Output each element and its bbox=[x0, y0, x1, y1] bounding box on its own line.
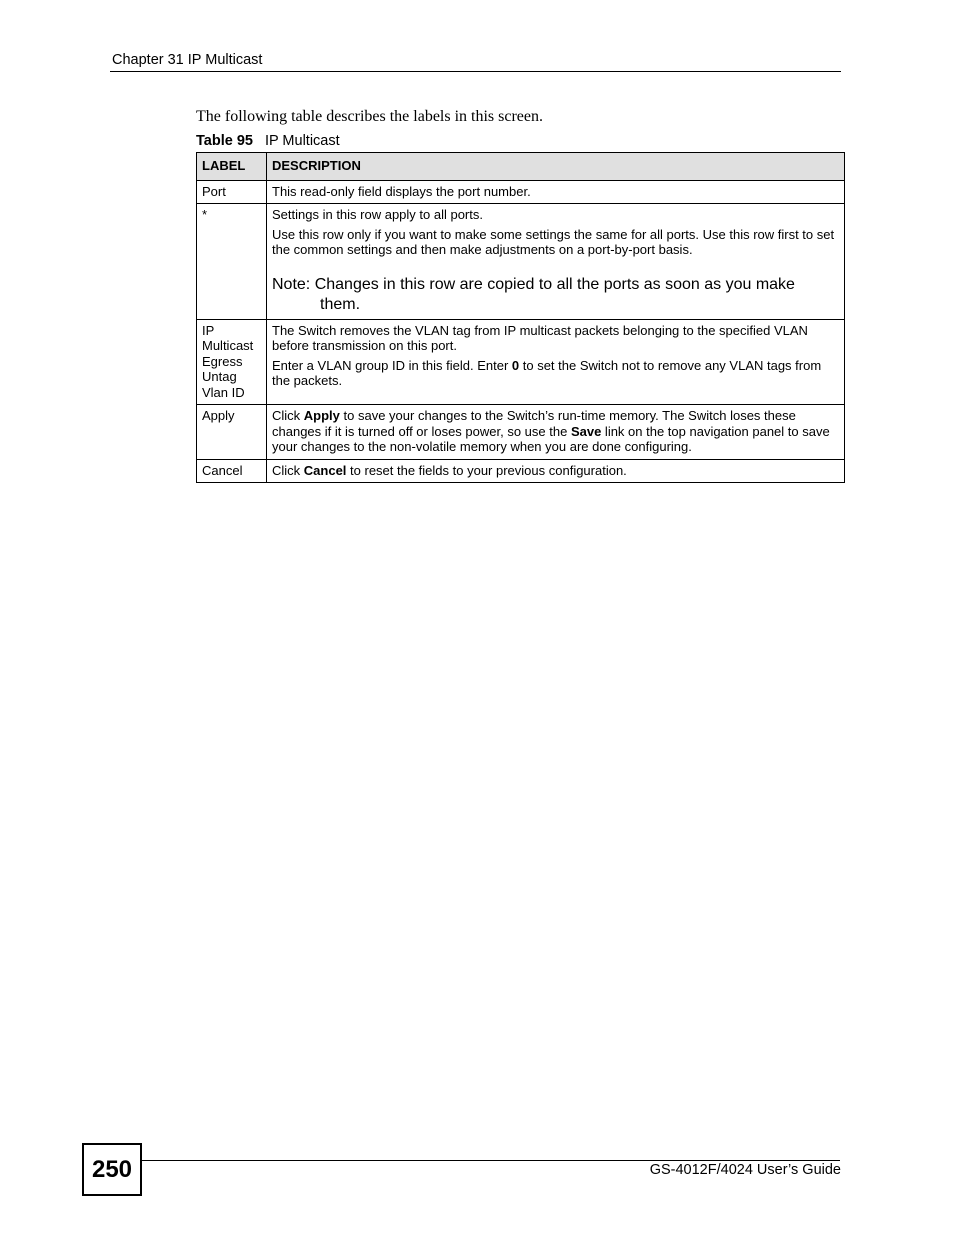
description-text: Use this row only if you want to make some settings the same for all ports. Use this row first to set the common settings and then make adjustments on a port-by-port basis. bbox=[272, 226, 835, 257]
header-label: LABEL bbox=[197, 153, 267, 181]
description-text bbox=[272, 358, 839, 389]
description-text: This read-only field displays the port number. bbox=[272, 183, 531, 199]
chapter-title: Chapter 31 IP Multicast bbox=[112, 52, 263, 68]
bold-term: Apply bbox=[303, 408, 340, 423]
bold-term: Cancel bbox=[303, 462, 347, 478]
bold-term: Save bbox=[570, 423, 602, 439]
text-segment: Click bbox=[272, 462, 304, 478]
table-row bbox=[197, 405, 845, 460]
table-row bbox=[197, 319, 845, 405]
text-segment: Click bbox=[272, 408, 304, 423]
row-description bbox=[267, 405, 845, 460]
row-label: Port bbox=[197, 180, 267, 204]
text-segment: to set the Switch not to remove any VLAN tags from the packets. bbox=[272, 357, 822, 388]
row-description bbox=[267, 459, 845, 483]
description-text bbox=[272, 463, 839, 479]
guide-title: GS-4012F/4024 User’s Guide bbox=[649, 1162, 841, 1178]
ip-multicast-table bbox=[196, 152, 845, 483]
text-segment: link on the top navigation panel to save your changes to the non-volatile memory when you are done configuring. bbox=[272, 423, 830, 454]
table-row bbox=[197, 180, 845, 204]
table-caption-title: IP Multicast bbox=[264, 133, 340, 149]
row-description bbox=[267, 204, 845, 320]
header-divider bbox=[110, 71, 841, 72]
table-header-row bbox=[197, 153, 845, 181]
table-caption bbox=[196, 133, 340, 149]
table-row bbox=[197, 204, 845, 320]
bold-value: 0 bbox=[511, 357, 520, 373]
row-label: IP Multicast Egress Untag Vlan ID bbox=[197, 319, 267, 405]
text-segment: Enter a VLAN group ID in this field. Enter bbox=[272, 357, 512, 373]
table-row bbox=[197, 459, 845, 483]
description-text: The Switch removes the VLAN tag from IP multicast packets belonging to the specified VLAN before transmission on this port. bbox=[272, 322, 808, 353]
header-description: DESCRIPTION bbox=[267, 153, 845, 181]
row-label: Apply bbox=[197, 405, 267, 460]
description-text: Settings in this row apply to all ports. bbox=[272, 207, 483, 222]
row-label: * bbox=[197, 204, 267, 320]
page-number: 250 bbox=[82, 1143, 142, 1196]
note-text: Note: Changes in this row are copied to all the ports as soon as you make them. bbox=[272, 275, 795, 313]
text-segment: to reset the fields to your previous configuration. bbox=[346, 462, 627, 478]
footer-divider bbox=[140, 1160, 840, 1161]
intro-paragraph: The following table describes the labels in this screen. bbox=[196, 108, 544, 125]
row-label: Cancel bbox=[197, 459, 267, 483]
row-description bbox=[267, 319, 845, 405]
description-text bbox=[272, 408, 839, 455]
text-segment: to save your changes to the Switch’s run-time memory. The Switch loses these changes if it is turned off or loses power, so use the bbox=[272, 408, 796, 439]
table-caption-number: Table 95 bbox=[196, 133, 253, 149]
row-description bbox=[267, 180, 845, 204]
